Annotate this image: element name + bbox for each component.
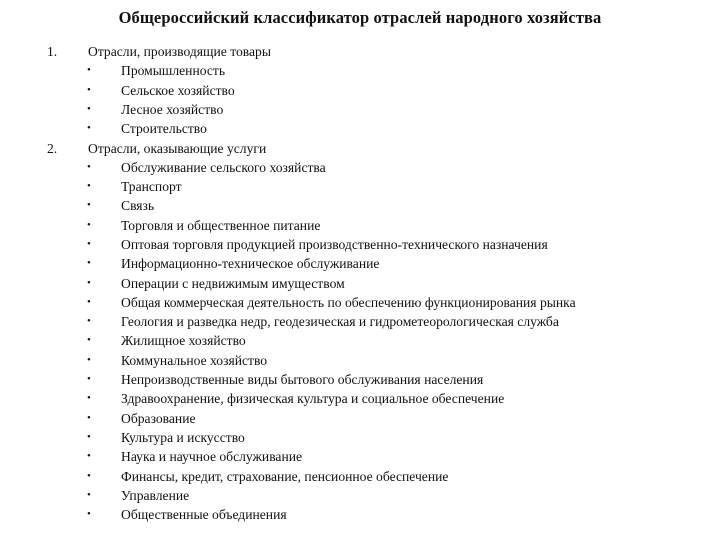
list-item-label: Транспорт	[121, 179, 182, 195]
list-item-label: Финансы, кредит, страхование, пенсионное обеспечение	[121, 468, 449, 484]
list-item	[0, 100, 720, 119]
list-item	[0, 486, 720, 505]
section-services	[0, 139, 720, 525]
bullet-icon: •	[87, 83, 91, 96]
section-goods	[0, 42, 720, 138]
bullet-icon: •	[87, 430, 91, 443]
list-item	[0, 447, 720, 466]
list-item	[0, 331, 720, 350]
list-item	[0, 235, 720, 254]
bullet-icon: •	[87, 315, 91, 328]
bullet-icon: •	[87, 508, 91, 521]
bullet-icon: •	[87, 199, 91, 212]
list-item	[0, 61, 720, 80]
list-item	[0, 370, 720, 389]
section-label: Отрасли, оказывающие услуги	[88, 140, 267, 156]
section-number: 1.	[47, 44, 58, 59]
list-item-label: Коммунальное хозяйство	[121, 352, 268, 368]
list-item	[0, 274, 720, 293]
bullet-icon: •	[87, 160, 91, 173]
bullet-icon: •	[87, 237, 91, 250]
list-item	[0, 293, 720, 312]
list-item	[0, 351, 720, 370]
list-item-label: Культура и искусство	[121, 429, 245, 445]
list-item	[0, 177, 720, 196]
bullet-icon: •	[87, 64, 91, 77]
list-item-label: Непроизводственные виды бытового обслуживания населения	[121, 372, 484, 388]
bullet-icon: •	[87, 257, 91, 270]
section-heading	[0, 139, 720, 158]
list-item	[0, 312, 720, 331]
bullet-icon: •	[87, 180, 91, 193]
document-title: Общероссийский классификатор отраслей народного хозяйства	[118, 8, 602, 27]
list-item	[0, 389, 720, 408]
list-item-label: Торговля и общественное питание	[121, 217, 321, 233]
list-item-label: Здравоохранение, физическая культура и социальное обеспечение	[121, 391, 505, 407]
list-item-label: Оптовая торговля продукцией производственно-технического назначения	[121, 236, 548, 252]
list-item	[0, 254, 720, 273]
bullet-icon: •	[87, 392, 91, 405]
bullet-icon: •	[87, 102, 91, 115]
bullet-icon: •	[87, 488, 91, 501]
bullet-icon: •	[87, 411, 91, 424]
list-item-label: Геология и разведка недр, геодезическая и гидрометеорологическая служба	[121, 314, 559, 330]
list-item	[0, 81, 720, 100]
list-item	[0, 158, 720, 177]
list-item	[0, 196, 720, 215]
list-item-label: Обслуживание сельского хозяйства	[121, 159, 326, 175]
bullet-icon: •	[87, 469, 91, 482]
list-item	[0, 467, 720, 486]
list-item-label: Общественные объединения	[121, 507, 287, 523]
list-item-label: Сельское хозяйство	[121, 82, 235, 98]
bullet-icon: •	[87, 353, 91, 366]
bullet-icon: •	[87, 334, 91, 347]
bullet-icon: •	[87, 373, 91, 386]
list-item	[0, 428, 720, 447]
section-label: Отрасли, производящие товары	[88, 44, 271, 59]
list-item-label: Промышленность	[121, 63, 226, 79]
section-items	[0, 158, 720, 525]
bullet-icon: •	[87, 450, 91, 463]
list-item-label: Связь	[121, 198, 155, 214]
bullet-icon: •	[87, 295, 91, 308]
bullet-icon: •	[87, 122, 91, 135]
list-item	[0, 409, 720, 428]
list-item-label: Управление	[121, 487, 190, 503]
list-item	[0, 216, 720, 235]
list-item-label: Операции с недвижимым имуществом	[121, 275, 345, 291]
section-heading	[0, 42, 720, 61]
list-item-label: Общая коммерческая деятельность по обеспечению функционирования рынка	[121, 294, 576, 310]
list-item-label: Наука и научное обслуживание	[121, 449, 303, 465]
list-item	[0, 505, 720, 524]
section-number: 2.	[47, 140, 58, 156]
list-item-label: Жилищное хозяйство	[121, 333, 246, 349]
list-item	[0, 119, 720, 138]
list-item-label: Строительство	[121, 121, 207, 137]
bullet-icon: •	[87, 218, 91, 231]
list-item-label: Информационно-техническое обслуживание	[121, 256, 380, 272]
list-item-label: Лесное хозяйство	[121, 101, 224, 117]
list-item-label: Образование	[121, 410, 196, 426]
section-items	[0, 61, 720, 138]
bullet-icon: •	[87, 276, 91, 289]
